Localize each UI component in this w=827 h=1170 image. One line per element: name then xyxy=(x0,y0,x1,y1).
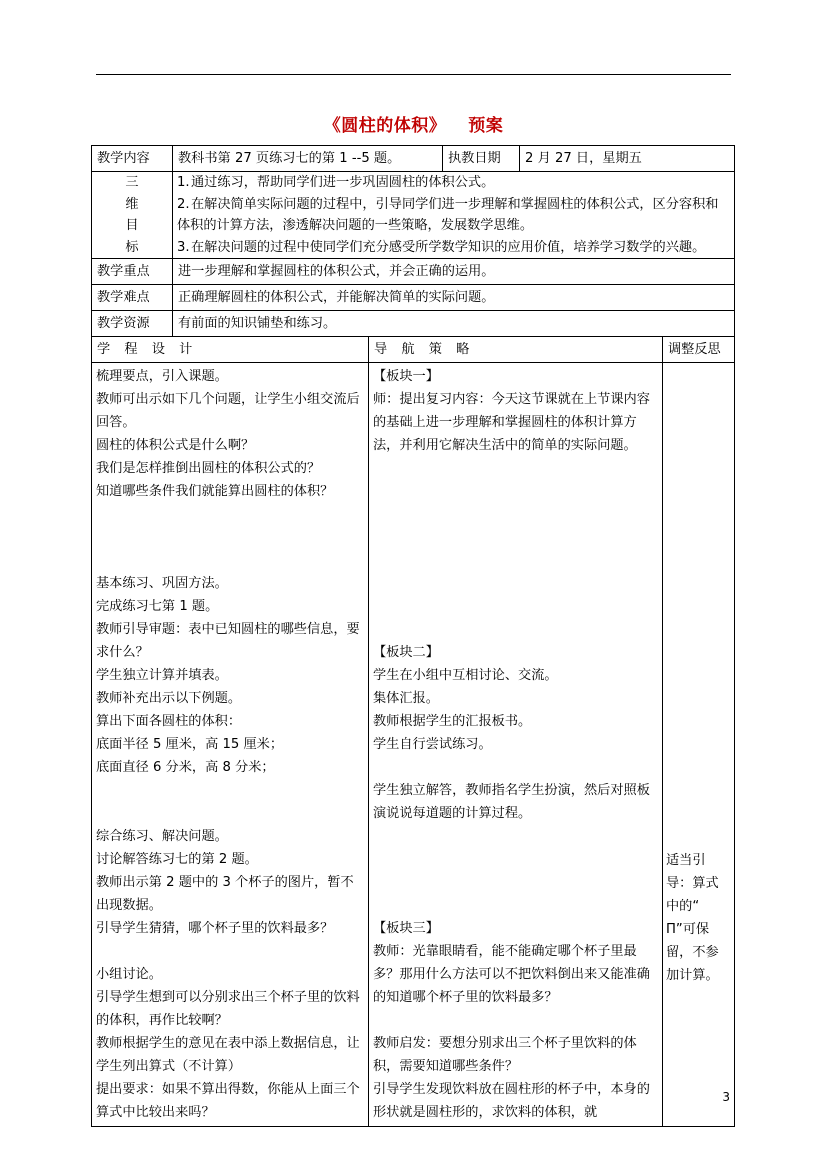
design-line: 底面直径 6 分米，高 8 分米； xyxy=(96,760,275,775)
design-line: 教师引导审题：表中已知圆柱的哪些信息，要求什么？ xyxy=(96,622,360,660)
guide-line xyxy=(373,825,658,848)
guide-line: 教师根据学生的汇报板书。 xyxy=(373,714,532,729)
guide-line xyxy=(373,457,658,480)
design-line: 讨论解答练习七的第 2 题。 xyxy=(96,852,258,867)
design-line: 底面半径 5 厘米，高 15 厘米； xyxy=(96,737,284,752)
design-column-header: 学 程 设 计 xyxy=(92,337,369,363)
design-line: 基本练习、巩固方法。 xyxy=(96,576,228,591)
key-point-value: 进一步理解和掌握圆柱的体积公式，并会正确的运用。 xyxy=(173,259,735,285)
goals-label-char: 标 xyxy=(125,239,139,255)
resource-label: 教学资源 xyxy=(92,311,173,337)
design-line: 学生独立计算并填表。 xyxy=(96,668,228,683)
goals-label-char: 维 xyxy=(125,196,139,212)
guide-line: 集体汇报。 xyxy=(373,691,439,706)
date-label: 执教日期 xyxy=(443,146,520,172)
goals-list xyxy=(173,172,735,259)
design-line xyxy=(96,940,364,963)
document-title xyxy=(0,111,827,136)
content-value: 教科书第 27 页练习七的第 1 --5 题。 xyxy=(173,146,443,172)
guide-line xyxy=(373,848,658,871)
guide-column-header: 导 航 策 略 xyxy=(369,337,663,363)
lesson-plan-table xyxy=(91,145,735,1127)
guide-line xyxy=(373,526,658,549)
column-header-row xyxy=(92,337,735,363)
key-point-row xyxy=(92,259,735,285)
guide-line: 引导学生发现饮料放在圆柱形的杯子中，本身的形状就是圆柱形的，求饮料的体积，就 xyxy=(373,1082,650,1120)
header-rule xyxy=(96,74,731,75)
guide-line: 【板块三】 xyxy=(373,921,439,936)
guide-line xyxy=(373,1009,658,1032)
date-value: 2 月 27 日，星期五 xyxy=(520,146,735,172)
design-line xyxy=(96,526,364,549)
design-line: 综合练习、解决问题。 xyxy=(96,829,228,844)
resource-value: 有前面的知识铺垫和练习。 xyxy=(173,311,735,337)
design-line: 算出下面各圆柱的体积： xyxy=(96,714,242,729)
guide-line xyxy=(373,618,658,641)
goals-label-char: 目 xyxy=(125,218,139,233)
guide-line xyxy=(373,503,658,526)
guide-line: 学生独立解答，教师指名学生扮演，然后对照板演说说每道题的计算过程。 xyxy=(373,783,650,821)
guide-line xyxy=(373,572,658,595)
design-line: 圆柱的体积公式是什么啊？ xyxy=(96,438,255,453)
info-row xyxy=(92,146,735,172)
guide-line: 【板块一】 xyxy=(373,369,439,384)
guide-line xyxy=(373,595,658,618)
difficulty-value: 正确理解圆柱的体积公式，并能解决简单的实际问题。 xyxy=(173,285,735,311)
goals-label-char: 三 xyxy=(125,175,139,190)
flow-row xyxy=(92,363,735,1127)
page-number: 3 xyxy=(722,1090,730,1104)
design-line xyxy=(96,802,364,825)
goal-item: 2.在解决简单实际问题的过程中，引导同学们进一步理解和掌握圆柱的体积公式，区分容积和体积的计算方法，渗透解决问题的一些策略，发展数学思维。 xyxy=(177,196,719,233)
design-line: 引导学生猜猜，哪个杯子里的饮料最多？ xyxy=(96,921,334,936)
design-line: 我们是怎样推倒出圆柱的体积公式的？ xyxy=(96,461,321,476)
resource-row xyxy=(92,311,735,337)
design-line xyxy=(96,503,364,526)
title-suffix: 预案 xyxy=(468,116,504,136)
guide-column xyxy=(369,363,663,1127)
guide-line xyxy=(373,549,658,572)
design-line: 教师根据学生的意见在表中添上数据信息，让学生列出算式（不计算） xyxy=(96,1036,360,1074)
guide-line xyxy=(373,894,658,917)
guide-line xyxy=(373,480,658,503)
design-line: 梳理要点，引入课题。 xyxy=(96,369,228,384)
guide-line: 师：提出复习内容：今天这节课就在上节课内容的基础上进一步理解和掌握圆柱的体积计算方法，并利用它解决生活中的简单的实际问题。 xyxy=(373,392,650,453)
difficulty-label: 教学难点 xyxy=(92,285,173,311)
design-line: 引导学生想到可以分别求出三个杯子里的饮料的体积，再作比较啊？ xyxy=(96,990,360,1028)
guide-line: 学生自行尝试练习。 xyxy=(373,737,492,752)
guide-line: 教师启发：要想分别求出三个杯子里饮料的体积，需要知道哪些条件？ xyxy=(373,1036,637,1074)
goals-row xyxy=(92,172,735,259)
design-column xyxy=(92,363,369,1127)
goal-item: 3.在解决问题的过程中使同学们充分感受所学数学知识的应用价值，培养学习数学的兴趣。 xyxy=(177,239,706,255)
difficulty-row xyxy=(92,285,735,311)
design-line: 知道哪些条件我们就能算出圆柱的体积？ xyxy=(96,484,334,499)
goal-item: 1.通过练习，帮助同学们进一步巩固圆柱的体积公式。 xyxy=(177,175,495,190)
title-main: 《圆柱的体积》 xyxy=(323,116,447,136)
design-line: 完成练习七第 1 题。 xyxy=(96,599,219,614)
design-line xyxy=(96,779,364,802)
design-line: 小组讨论。 xyxy=(96,967,162,982)
reflect-column xyxy=(663,363,735,1127)
guide-line xyxy=(373,871,658,894)
goals-label xyxy=(92,172,173,259)
design-line: 教师可出示如下几个问题，让学生小组交流后回答。 xyxy=(96,392,360,430)
design-line: 提出要求：如果不算出得数，你能从上面三个算式中比较出来吗？ xyxy=(96,1082,360,1120)
design-line: 教师出示第 2 题中的 3 个杯子的图片，暂不出现数据。 xyxy=(96,875,354,913)
content-label: 教学内容 xyxy=(92,146,173,172)
reflect-note: 适当引导：算式中的“ Π”可保留，不参加计算。 xyxy=(666,853,719,983)
guide-line: 【板块二】 xyxy=(373,645,439,660)
guide-line: 学生在小组中互相讨论、交流。 xyxy=(373,668,558,683)
design-line: 教师补充出示以下例题。 xyxy=(96,691,242,706)
guide-line: 教师：光靠眼睛看，能不能确定哪个杯子里最多？那用什么方法可以不把饮料倒出来又能准确的知道哪个杯子里的饮料最多？ xyxy=(373,944,650,1005)
guide-line xyxy=(373,756,658,779)
reflect-column-header: 调整反思 xyxy=(663,337,735,363)
key-point-label: 教学重点 xyxy=(92,259,173,285)
design-line xyxy=(96,549,364,572)
